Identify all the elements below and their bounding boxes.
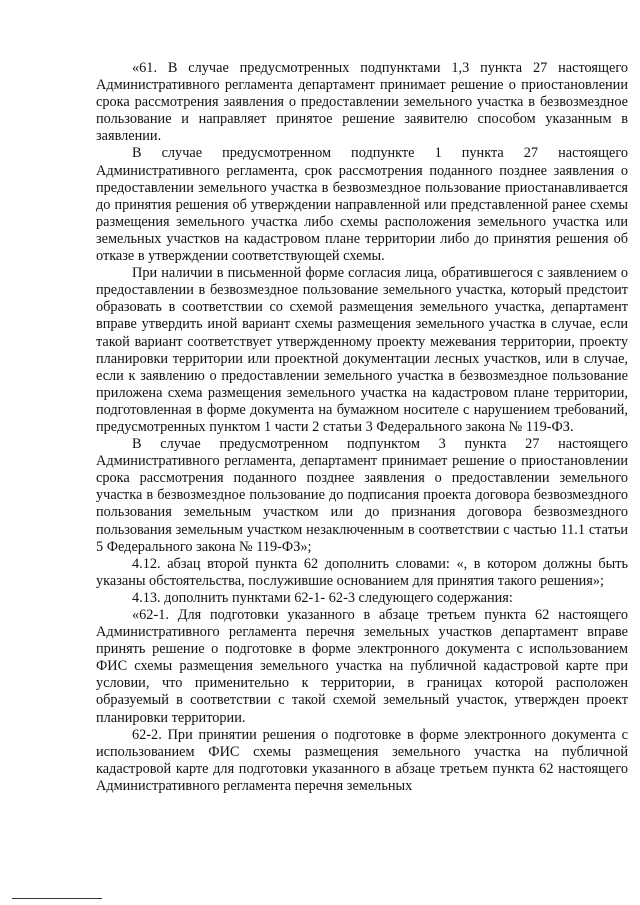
paragraph-subpoint-3: В случае предусмотренном подпунктом 3 пункта 27 настоящего Административного регламента, департамент принимает решение о приостановлении срока рассмотрения поданного позднее заявления о предоставлении земельного участка в безвозмездное пользование до подписания проекта договора безвозмездного пользования земельным участком или до признания договора безвозмездного пользования земельным участком незаключенным в соответствии с частью 11.1 статьи 5 Федерального закона № 119-ФЗ»; [96,436,628,555]
paragraph-consent: При наличии в письменной форме согласия лица, обратившегося с заявлением о предоставлении в безвозмездное пользование земельного участка, который предстоит образовать в соответствии со схемой размещения земельного участка, департамент вправе утвердить иной вариант схемы размещения земельного участка в случае, если такой вариант соответствует утвержденному проекту межевания территории, проекту планировки территории или проектной документации лесных участков, или в случае, если к заявлению о предоставлении земельного участка в безвозмездное пользование приложена схема размещения земельного участка на кадастровом плане территории, подготовленная в форме документа на бумажном носителе с нарушением требований, предусмотренных пунктом 1 части 2 статьи 3 Федерального закона № 119-ФЗ. [96,265,628,435]
document-body [96,60,628,795]
paragraph-subpoint-1: В случае предусмотренном подпункте 1 пункта 27 настоящего Административного регламента, срок рассмотрения поданного позднее заявления о предоставлении земельного участка в безвозмездное пользование приостанавливается до принятия решения об утверждении направленной или представленной ранее схемы размещения земельного участка либо схемы расположения земельного участка или земельных участков на кадастровом плане территории либо до принятия решения об отказе в утверждении соответствующей схемы. [96,145,628,265]
footnote-divider [12,898,102,899]
paragraph-62-1: «62-1. Для подготовки указанного в абзаце третьем пункта 62 настоящего Административного регламента перечня земельных участков департамент вправе принять решение о подготовке в форме электронного документа с использованием ФИС схемы размещения земельного участка на публичной кадастровой карте при условии, что применительно к территории, в границах которой расположен образуемый в соответствии с такой схемой земельный участок, утвержден проект планировки территории. [96,607,628,726]
paragraph-61: «61. В случае предусмотренных подпунктами 1,3 пункта 27 настоящего Административного регламента департамент принимает решение о приостановлении срока рассмотрения заявления о предоставлении земельного участка в безвозмездное пользование и направляет принятое решение заявителю способом указанным в заявлении. [96,60,628,145]
paragraph-4-13: 4.13. дополнить пунктами 62-1- 62-3 следующего содержания: [132,589,513,606]
paragraph-62-2: 62-2. При принятии решения о подготовке в форме электронного документа с использованием ФИС схемы размещения земельного участка на публичной кадастровой карте для подготовки указанного в абзаце третьем пункта 62 настоящего Административного регламента перечня земельных [96,726,628,794]
paragraph-4-12: 4.12. абзац второй пункта 62 дополнить словами: «, в котором должны быть указаны обстоятельства, послужившие основанием для принятия такого решения»; [96,555,628,589]
